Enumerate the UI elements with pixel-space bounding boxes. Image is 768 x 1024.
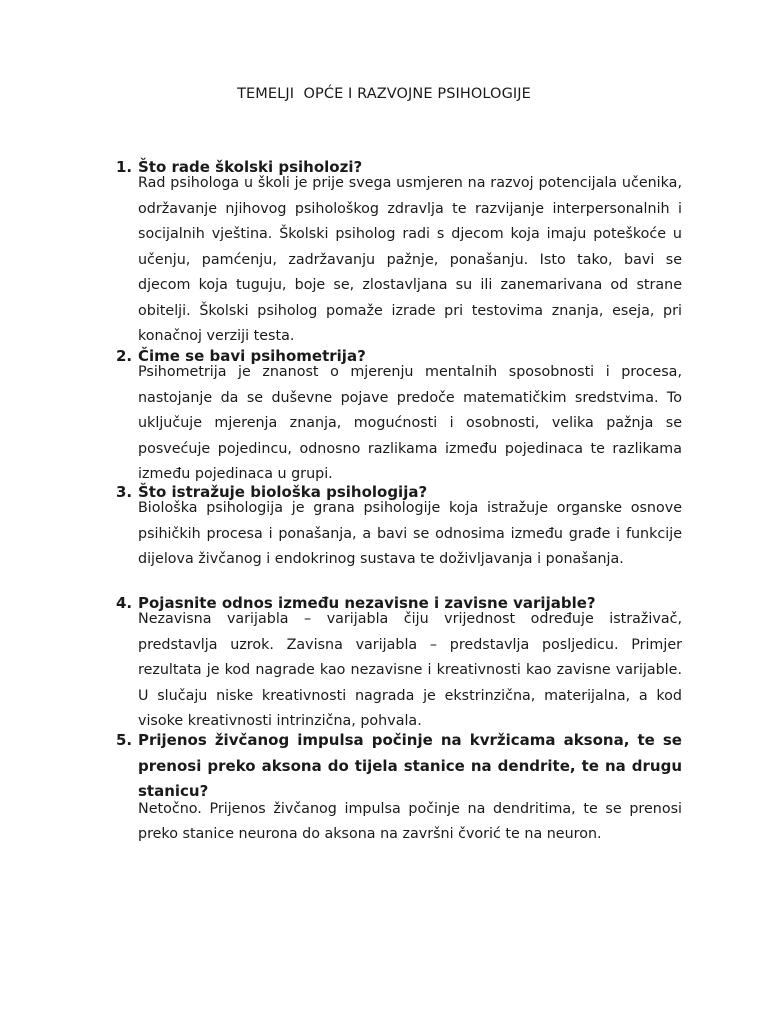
question-text: Što rade školski psiholozi? xyxy=(138,158,363,176)
question-block xyxy=(116,484,682,573)
question-text: Prijenos živčanog impulsa počinje na kvržicama aksona, te se prenosi preko aksona do tijela stanice na dendrite, te na drugu stanicu? xyxy=(138,731,682,800)
question-text: Pojasnite odnos između nezavisne i zavisne varijable? xyxy=(138,594,596,612)
question-block xyxy=(116,159,682,350)
answer-text: Rad psihologa u školi je prije svega usmjeren na razvoj potencijala učenika, održavanje njihovog psihološkog zdravlja te razvijanje interpersonalnih i socijalnih vještina. Školski psiholog radi s djecom koja imaju poteškoće u učenju, pamćenju, zadržavanju pažnje, ponašanju. Isto tako, bavi se djecom koja tuguju, boje se, zlostavljana su ili zanemarivana od strane obitelji. Školski psiholog pomaže izrade pri testovima znanja, eseja, pri konačnoj verziji testa. xyxy=(138,175,682,344)
question-text: Čime se bavi psihometrija? xyxy=(138,347,366,365)
question-block xyxy=(116,728,682,848)
answer-text: Nezavisna varijabla – varijabla čiju vrijednost određuje istraživač, predstavlja uzrok. Zavisna varijabla – predstavlja posljedicu. Primjer rezultata je kod nagrade kao nezavisne i kreativnosti kao zavisne varijable. U slučaju niske kreativnosti nagrada je ekstrinzična, materijalna, a kod visoke kreativnosti intrinzična, pohvala. xyxy=(138,611,682,729)
question-number: 2. xyxy=(116,347,133,365)
document-title: TEMELJI OPĆE I RAZVOJNE PSIHOLOGIJE xyxy=(237,86,531,102)
question-number: 5. xyxy=(116,731,133,749)
question-block xyxy=(116,595,682,735)
question-number: 1. xyxy=(116,158,133,176)
answer-text: Biološka psihologija je grana psihologije koja istražuje organske osnove psihičkih procesa i ponašanja, a bavi se odnosima između građe i funkcije dijelova živčanog i endokrinog sustava te doživljavanja i ponašanja. xyxy=(138,500,682,567)
answer-text: Netočno. Prijenos živčanog impulsa počinje na dendritima, te se prenosi preko stanice neurona do aksona na završni čvorić te na neuron. xyxy=(138,800,682,842)
question-number: 4. xyxy=(116,594,133,612)
question-block xyxy=(116,348,682,488)
question-number: 3. xyxy=(116,483,133,501)
question-text: Što istražuje biološka psihologija? xyxy=(138,483,428,501)
question-heading xyxy=(116,728,682,805)
answer-text: Psihometrija je znanost o mjerenju mentalnih sposobnosti i procesa, nastojanje da se duševne pojave predoče matematičkim sredstvima. To uključuje mjerenja znanja, mogućnosti i osobnosti, velika pažnja se posvećuje pojedincu, odnosno razlikama između pojedinaca te razlikama između pojedinaca u grupi. xyxy=(138,364,682,482)
